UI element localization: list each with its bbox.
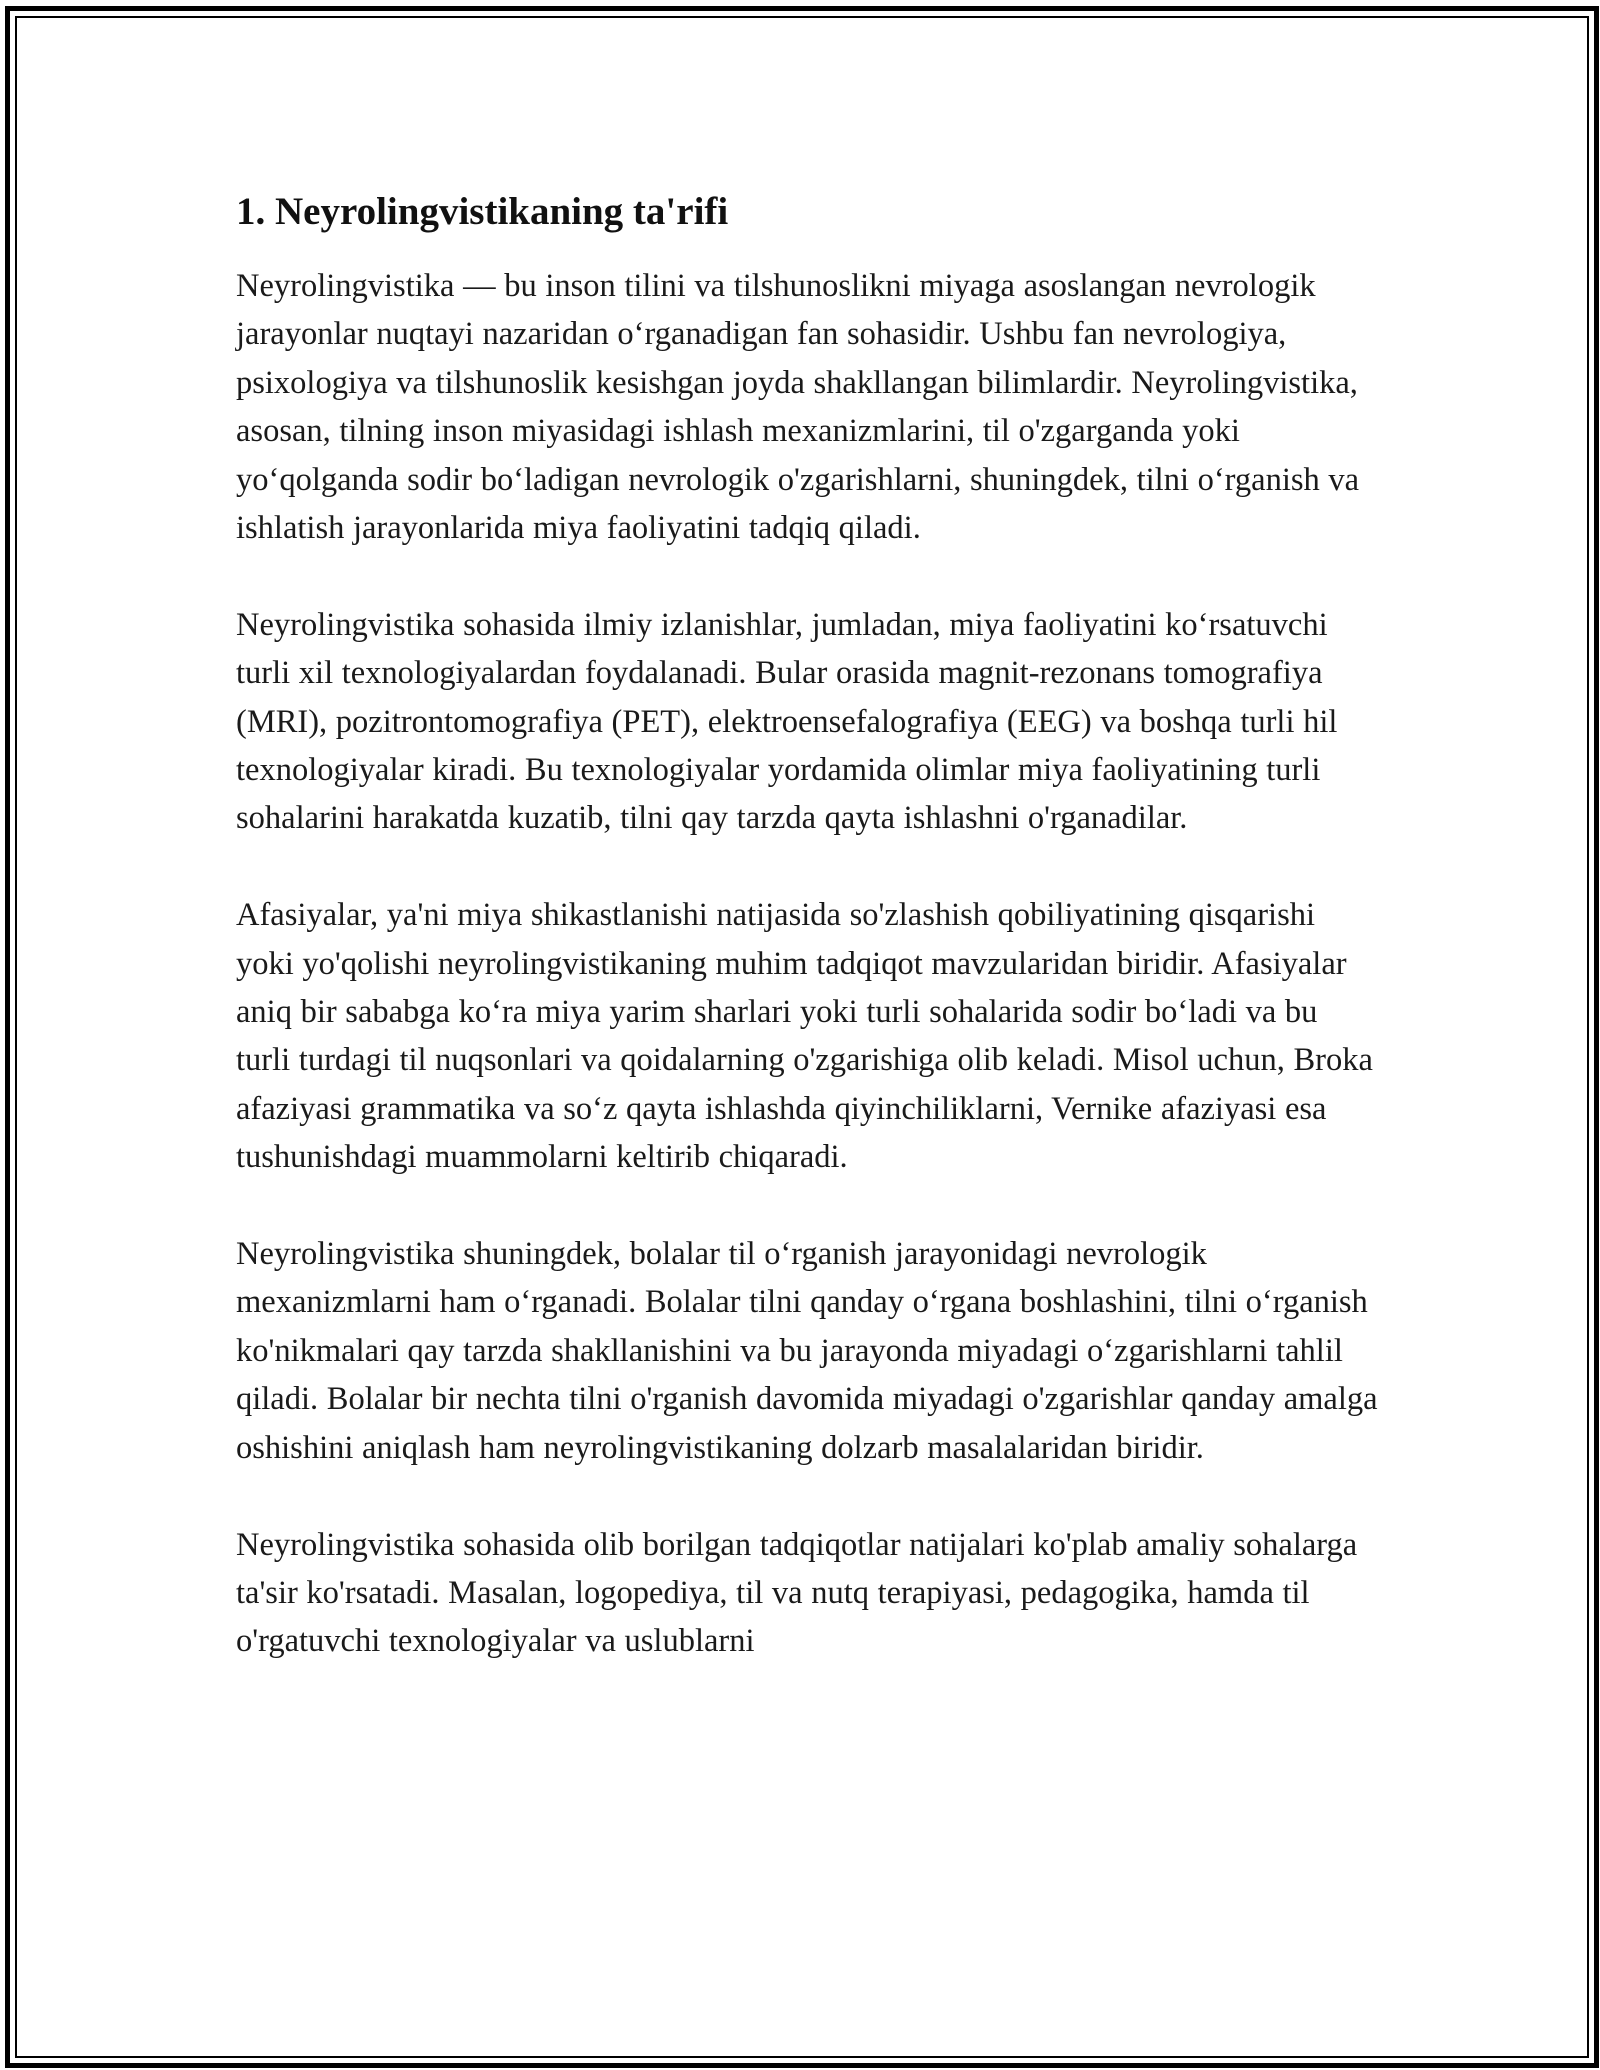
paragraph-4: Neyrolingvistika shuningdek, bolalar til o‘rganish jarayonidagi nevrologik mexanizmlarni ham o‘rganadi. Bolalar tilni qanday o‘rgana boshlashini, tilni o‘rganish ko'nikmalari qay tarzda shakllanishini va bu jarayonda miyadagi o‘zgarishlarni tahlil qiladi. Bolalar bir nechta tilni o'rganish davomida miyadagi o'zgarishlar qanday amalga oshishini aniqlash ham neyrolingvistikaning dolzarb masalalaridan biridir. <box>236 1236 1378 1466</box>
paragraph-5: Neyrolingvistika sohasida olib borilgan tadqiqotlar natijalari ko'plab amaliy sohalarga ta'sir ko'rsatadi. Masalan, logopediya, til va nutq terapiyasi, pedagogika, hamda til o'rgatuvchi texnologiyalar va uslublarni <box>236 1526 1358 1660</box>
section-heading: 1. Neyrolingvistikaning ta'rifi <box>236 190 729 233</box>
paragraph-1: Neyrolingvistika — bu inson tilini va tilshunoslikni miyaga asoslangan nevrologik jarayonlar nuqtayi nazaridan o‘rganadigan fan sohasidir. Ushbu fan nevrologiya, psixologiya va tilshunoslik kesishgan joyda shakllangan bilimlardir. Neyrolingvistika, asosan, tilning inson miyasidagi ishlash mexanizmlarini, til o'zgarganda yoki yo‘qolganda sodir bo‘ladigan nevrologik o'zgarishlarni, shuningdek, tilni o‘rganish va ishlatish jarayonlarida miya faoliyatini tadqiq qiladi. <box>236 268 1360 547</box>
paragraph-2: Neyrolingvistika sohasida ilmiy izlanishlar, jumladan, miya faoliyatini ko‘rsatuvchi turli xil texnologiyalardan foydalanadi. Bular orasida magnit-rezonans tomografiya (MRI), pozitrontomografiya (PET), elektroensefalografiya (EEG) va boshqa turli hil texnologiyalar kiradi. Bu texnologiyalar yordamida olimlar miya faoliyatining turli sohalarini harakatda kuzatib, tilni qay tarzda qayta ishlashni o'rganadilar. <box>236 606 1338 837</box>
document-body <box>236 184 1378 1666</box>
paragraph-3: Afasiyalar, ya'ni miya shikastlanishi natijasida so'zlashish qobiliyatining qisqarishi yoki yo'qolishi neyrolingvistikaning muhim tadqiqot mavzularidan biridir. Afasiyalar aniq bir sababga ko‘ra miya yarim sharlari yoki turli sohalarida sodir bo‘ladi va bu turli turdagi til nuqsonlari va qoidalarning o'zgarishiga olib keladi. Misol uchun, Broka afaziyasi grammatika va so‘z qayta ishlashda qiyinchiliklarni, Vernike afaziyasi esa tushunishdagi muammolarni keltirib chiqaradi. <box>236 897 1373 1176</box>
